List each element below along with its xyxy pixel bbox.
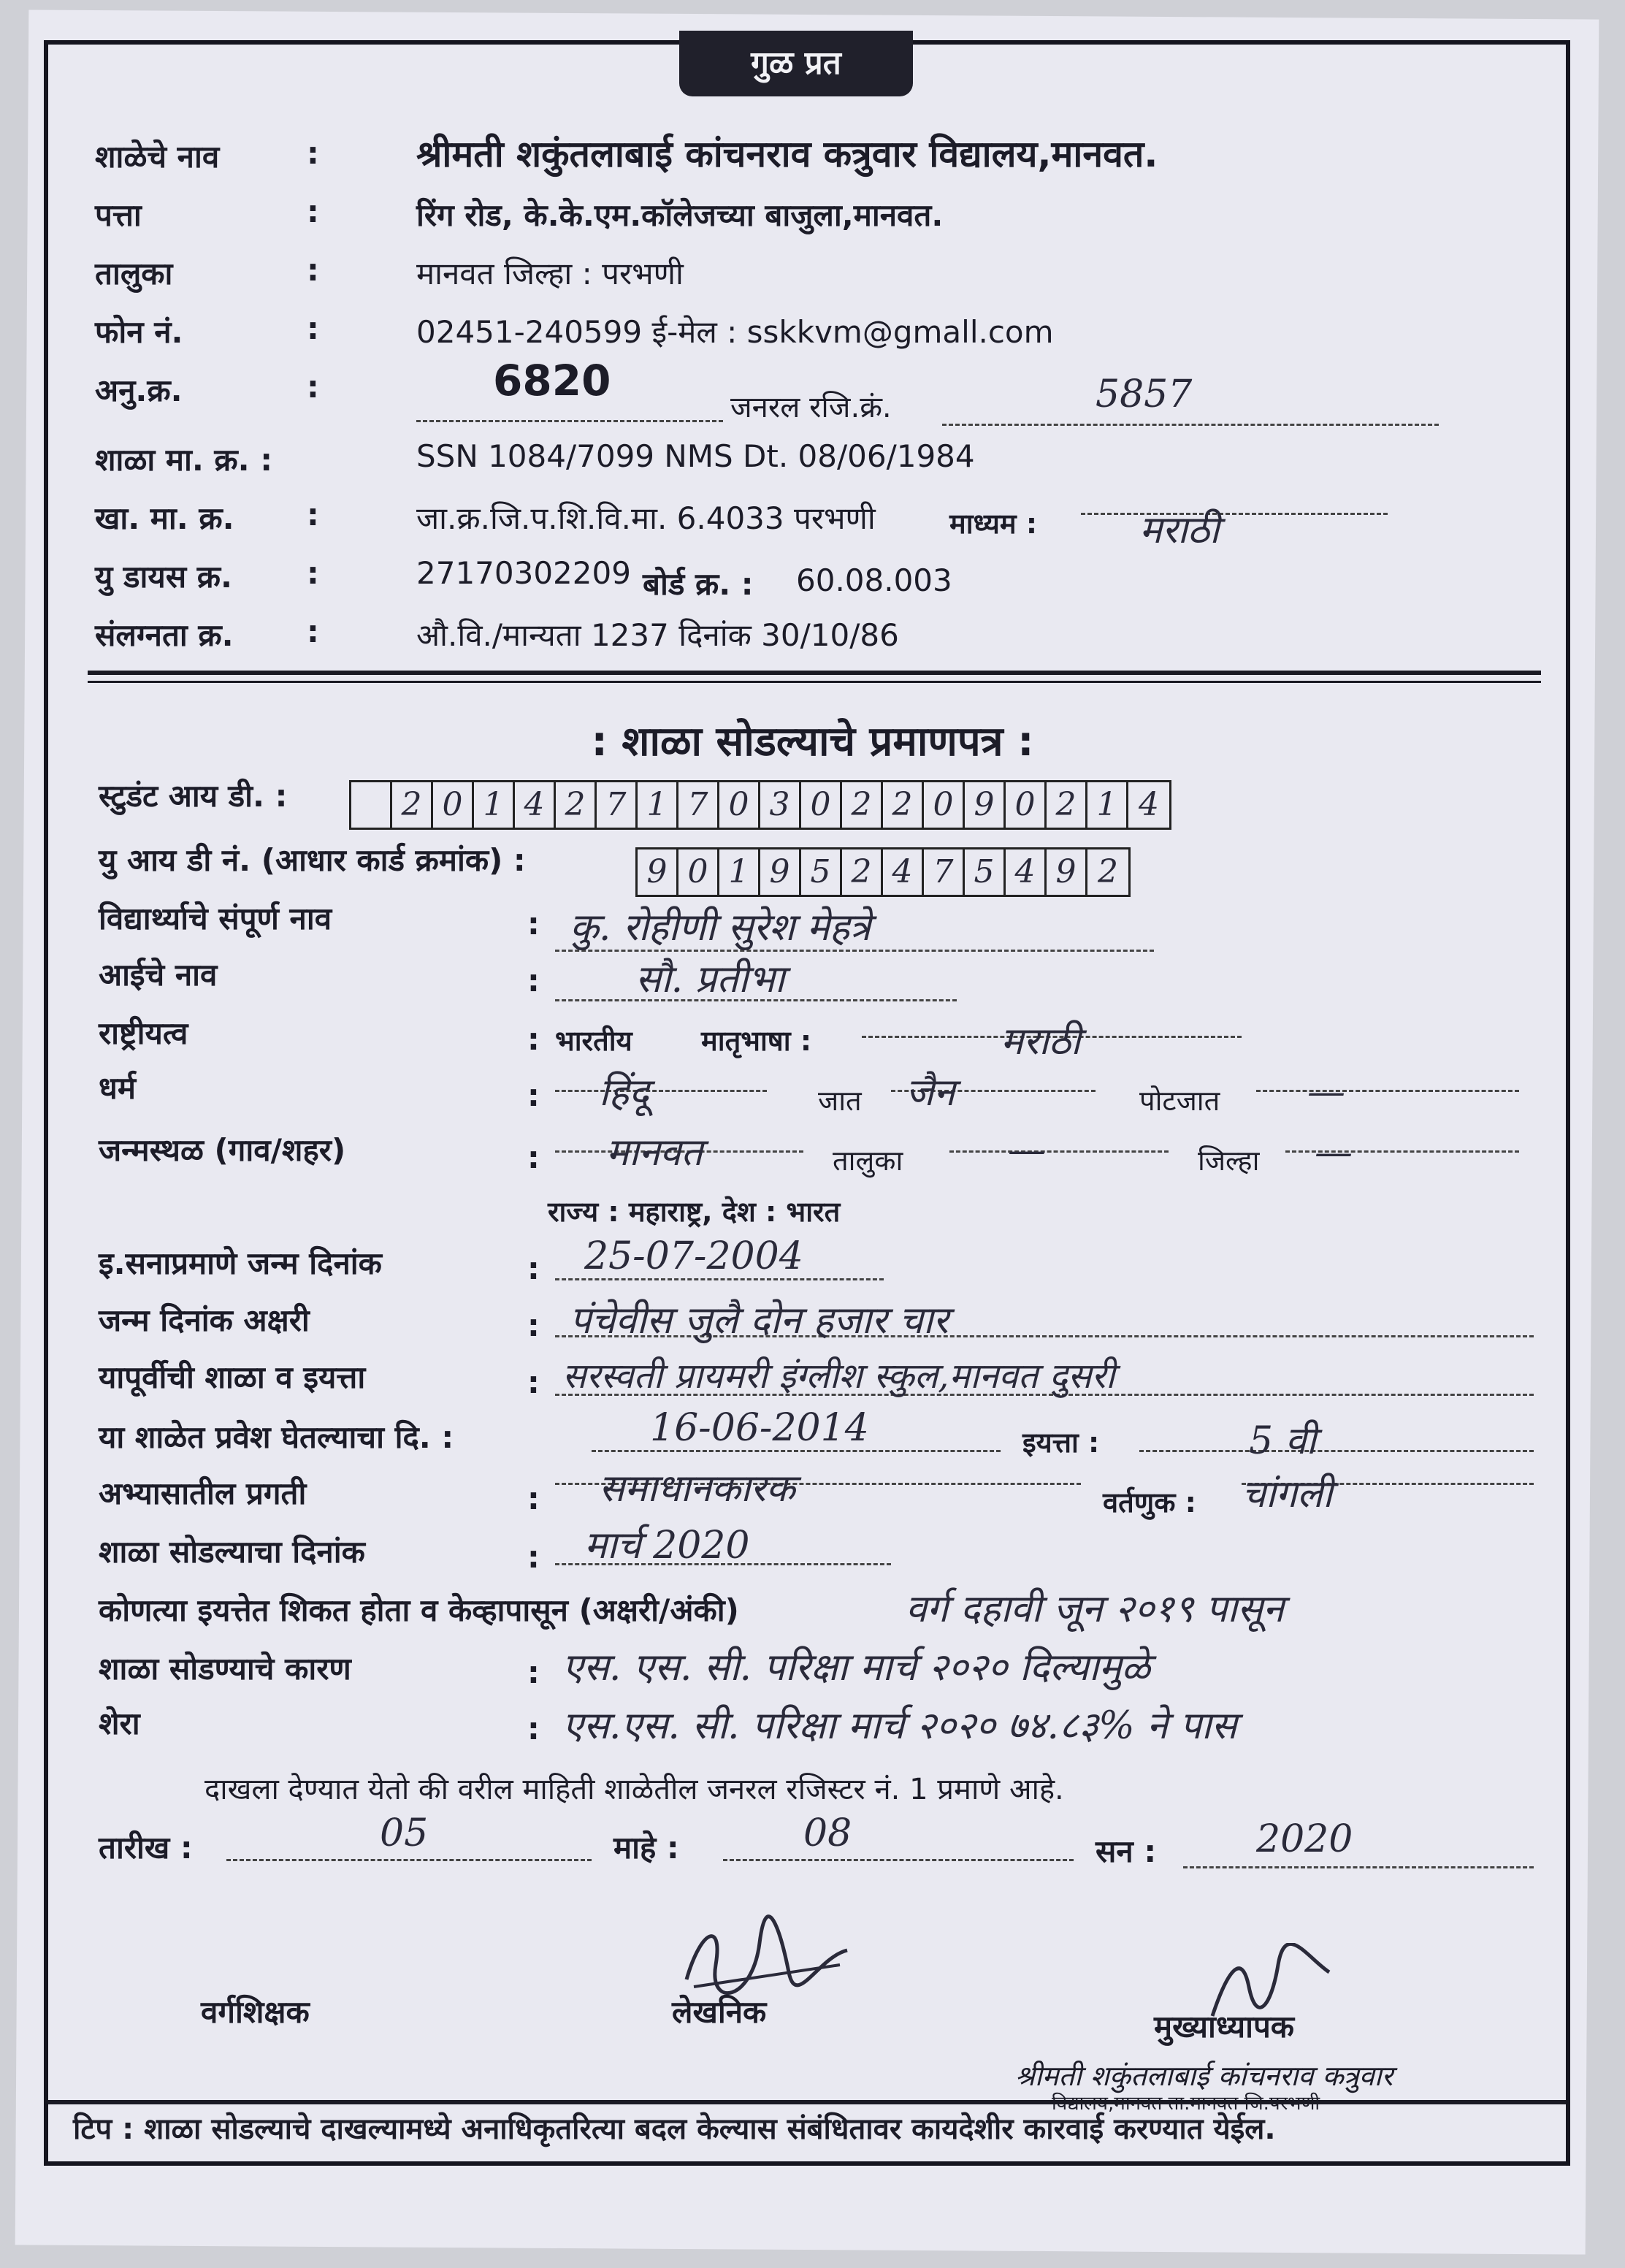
caste-label: जात [818, 1085, 862, 1117]
student-id-digit: 0 [924, 782, 965, 828]
header-label: पत्ता [95, 197, 142, 233]
uid-digit: 9 [760, 849, 801, 895]
student-id-digit: 0 [801, 782, 842, 828]
student-id-boxes [349, 780, 1171, 830]
remark-label: शेरा [99, 1706, 140, 1741]
date-year-line [1183, 1866, 1534, 1868]
header-value: जा.क्र.जि.प.शि.वि.मा. 6.4033 परभणी [416, 500, 876, 536]
subcaste-value: — [1307, 1070, 1345, 1114]
student-id-digit: 0 [719, 782, 760, 828]
header-label: शाळेचे नाव [95, 139, 220, 175]
dob-label: इ.सनाप्रमाणे जन्म दिनांक [99, 1245, 382, 1281]
uid-digit: 9 [638, 849, 678, 895]
conduct-label: वर्तणुक : [1103, 1486, 1196, 1519]
uid-label: यु आय डी नं. (आधार कार्ड क्रमांक) : [99, 842, 526, 878]
student-id-digit: 7 [678, 782, 719, 828]
previous-school-label: यापूर्वीची शाळा व इयत्ता [99, 1359, 366, 1395]
standard-label: इयत्ता : [1022, 1427, 1100, 1459]
taluka-value: — [1008, 1129, 1046, 1172]
colon: : [307, 310, 319, 346]
leaving-date-label: शाळा सोडल्याचा दिनांक [99, 1534, 365, 1570]
student-name-label: विद्यार्थ्याचे संपूर्ण नाव [99, 901, 332, 936]
header-value: मानवत जिल्हा : परभणी [416, 256, 684, 291]
date-month-value: 08 [803, 1811, 852, 1855]
religion-value: हिंदू [599, 1071, 649, 1115]
serial-number-line [416, 420, 723, 422]
medium-value: मराठी [1139, 508, 1220, 552]
school-stamp-line2: विद्यालय,मानवत ता.मानवत जि.परभणी [1052, 2093, 1320, 2115]
state-country: राज्य : महाराष्ट्र, देश : भारत [548, 1196, 841, 1228]
student-id-digit: 2 [883, 782, 924, 828]
birthplace-label: जन्मस्थळ (गाव/शहर) [99, 1132, 346, 1168]
colon: : [527, 906, 540, 942]
colon: : [307, 252, 319, 288]
mother-name-label: आईचे नाव [99, 957, 218, 993]
taluka-line [949, 1150, 1169, 1153]
header-label: यु डायस क्र. [95, 559, 232, 595]
uid-boxes [635, 847, 1131, 897]
progress-label: अभ्यासातील प्रगती [99, 1475, 307, 1511]
student-id-digit: 2 [392, 782, 433, 828]
colon: : [527, 1364, 540, 1400]
progress-value: समाधानकारक [599, 1467, 795, 1511]
student-id-digit [351, 782, 392, 828]
date-month-line [723, 1859, 1074, 1861]
uid-digit: 2 [842, 849, 883, 895]
header-value: 02451-240599 ई-मेल : sskkvm@gmall.com [416, 314, 1054, 350]
student-name-value: कु. रोहीणी सुरेश मेहत्रे [570, 906, 871, 950]
student-id-digit: 0 [1006, 782, 1047, 828]
header-label: संलग्नता क्र. [95, 617, 234, 653]
subcaste-label: पोटजात [1139, 1085, 1220, 1117]
header-value: औ.वि./मान्यता 1237 दिनांक 30/10/86 [416, 617, 899, 653]
taluka-label: तालुका [833, 1145, 903, 1177]
colon: : [307, 369, 319, 405]
standard-line [1139, 1450, 1534, 1452]
colon: : [307, 135, 319, 171]
student-id-digit: 9 [965, 782, 1006, 828]
medium-label: माध्यम : [949, 508, 1038, 540]
uid-digit: 4 [883, 849, 924, 895]
mother-tongue-value: मराठी [1001, 1020, 1081, 1064]
district-label: जिल्हा [1198, 1145, 1260, 1177]
header-divider [88, 671, 1541, 675]
header-value: 27170302209 [416, 555, 631, 591]
admission-date-value: 16-06-2014 [650, 1406, 869, 1450]
religion-label: धर्म [99, 1070, 136, 1106]
general-register-value: 5857 [1096, 373, 1193, 416]
colon: : [527, 1711, 540, 1746]
board-label: बोर्ड क्र. : [643, 566, 754, 602]
colon: : [307, 497, 319, 532]
class-teacher-label: वर्गशिक्षक [201, 1994, 310, 2030]
mother-tongue-label: मातृभाषा : [701, 1025, 812, 1057]
colon: : [307, 555, 319, 591]
date-day-line [226, 1859, 592, 1861]
dob-value: 25-07-2004 [584, 1234, 803, 1278]
student-id-digit: 2 [842, 782, 883, 828]
header-label: फोन नं. [95, 314, 183, 350]
student-id-label: स्टुडंट आय डी. : [99, 778, 288, 814]
header-value: रिंग रोड, के.के.एम.कॉलेजच्या बाजुला,मानवत. [416, 197, 944, 233]
colon: : [527, 1139, 540, 1175]
uid-digit: 2 [1098, 853, 1118, 890]
studying-since-value: वर्ग दहावी जून २०१९ पासून [906, 1587, 1284, 1631]
header-value: श्रीमती शकुंतलाबाई कांचनराव कत्रुवार विद्यालय,मानवत. [416, 133, 1158, 175]
header-value: 6820 [493, 356, 611, 405]
religion-line [555, 1090, 767, 1092]
mother-name-value: सौ. प्रतीभा [635, 958, 785, 1001]
clerk-label: लेखनिक [672, 1994, 767, 2030]
student-id-digit: 4 [1139, 786, 1159, 823]
colon: : [527, 1307, 540, 1343]
date-year-label: सन : [1096, 1833, 1157, 1869]
studying-since-label: कोणत्या इयत्तेत शिकत होता व केव्हापासून (अक्षरी/अंकी) [99, 1592, 739, 1628]
student-id-digit: 2 [556, 782, 597, 828]
colon: : [527, 1539, 540, 1575]
conduct-value: चांगली [1242, 1473, 1333, 1516]
remark-value: एस.एस. सी. परिक्षा मार्च २०२० ७४.८३% ने पास [562, 1704, 1237, 1748]
student-id-digit: 1 [474, 782, 515, 828]
uid-digit: 5 [965, 849, 1006, 895]
footer-note: टिप : शाळा सोडल्याचे दाखल्यामध्ये अनाधिकृतरित्या बदल केल्यास संबंधितावर कायदेशीर कारवाई करण्यात येईल. [73, 2112, 1276, 2146]
student-id-digit: 1 [1087, 782, 1128, 828]
student-id-digit: 1 [638, 782, 678, 828]
board-value: 60.08.003 [796, 562, 952, 598]
birthplace-value: मानवत [606, 1131, 703, 1175]
colon: : [527, 1481, 540, 1516]
colon: : [527, 1077, 540, 1113]
uid-digit: 1 [719, 849, 760, 895]
copy-type-tab: गुळ प्रत [679, 31, 913, 96]
date-day-value: 05 [380, 1811, 429, 1855]
dob-line [555, 1278, 884, 1280]
uid-digit: 7 [924, 849, 965, 895]
student-id-digit: 7 [597, 782, 638, 828]
declaration: दाखला देण्यात येतो की वरील माहिती शाळेतील जनरल रजिस्टर नं. 1 प्रमाणे आहे. [204, 1773, 1064, 1806]
header-label: शाळा मा. क्र. : [95, 442, 273, 478]
date-year-value: 2020 [1256, 1817, 1353, 1861]
header-divider-thin [88, 681, 1541, 683]
uid-digit: 4 [1006, 849, 1047, 895]
colon: : [307, 194, 319, 229]
admission-date-label: या शाळेत प्रवेश घेतल्याचा दि. : [99, 1419, 454, 1455]
uid-digit: 0 [678, 849, 719, 895]
nationality-label: राष्ट्रीयत्व [99, 1015, 188, 1051]
date-day-label: तारीख : [99, 1830, 193, 1866]
colon: : [527, 1654, 540, 1690]
header-label: अनु.क्र. [95, 373, 183, 408]
headmaster-label: मुख्याध्यापक [1154, 2009, 1295, 2044]
admission-date-line [592, 1450, 1001, 1452]
leaving-date-value: मार्च 2020 [584, 1524, 750, 1568]
previous-school-value: सरस्वती प्रायमरी इंग्लीश स्कुल,मानवत दुसरी [562, 1356, 1115, 1397]
caste-value: जैन [906, 1071, 955, 1115]
general-register-line [942, 424, 1439, 426]
general-register-label: जनरल रजि.क्रं. [730, 391, 892, 424]
medium-line [1081, 513, 1388, 515]
standard-value: 5 वी [1249, 1419, 1316, 1463]
leaving-reason-label: शाळा सोडण्याचे कारण [99, 1651, 351, 1687]
student-id-digit: 2 [1047, 782, 1087, 828]
student-id-digit: 4 [515, 782, 556, 828]
nationality-value: भारतीय [555, 1025, 632, 1057]
colon: : [527, 1021, 540, 1057]
district-value: — [1315, 1131, 1353, 1175]
date-month-label: माहे : [613, 1830, 679, 1866]
dob-words-value: पंचेवीस जुलै दोन हजार चार [570, 1299, 949, 1343]
header-label: तालुका [95, 256, 173, 291]
subcaste-line [1256, 1090, 1519, 1092]
uid-digit: 9 [1047, 849, 1087, 895]
student-id-digit: 0 [433, 782, 474, 828]
dob-words-label: जन्म दिनांक अक्षरी [99, 1302, 310, 1338]
uid-digit: 5 [801, 849, 842, 895]
leaving-reason-value: एस. एस. सी. परिक्षा मार्च २०२० दिल्यामुळे [562, 1646, 1151, 1689]
school-stamp-line1: श्रीमती शकुंतलाबाई कांचनराव कत्रुवार [1015, 2060, 1393, 2092]
footer-divider [48, 2100, 1566, 2104]
student-id-digit: 3 [760, 782, 801, 828]
colon: : [527, 1251, 540, 1286]
header-label: खा. मा. क्र. [95, 500, 234, 536]
header-value: SSN 1084/7099 NMS Dt. 08/06/1984 [416, 438, 975, 474]
colon: : [527, 963, 540, 999]
certificate-title: : शाळा सोडल्याचे प्रमाणपत्र : [591, 718, 1034, 765]
colon: : [307, 614, 319, 649]
